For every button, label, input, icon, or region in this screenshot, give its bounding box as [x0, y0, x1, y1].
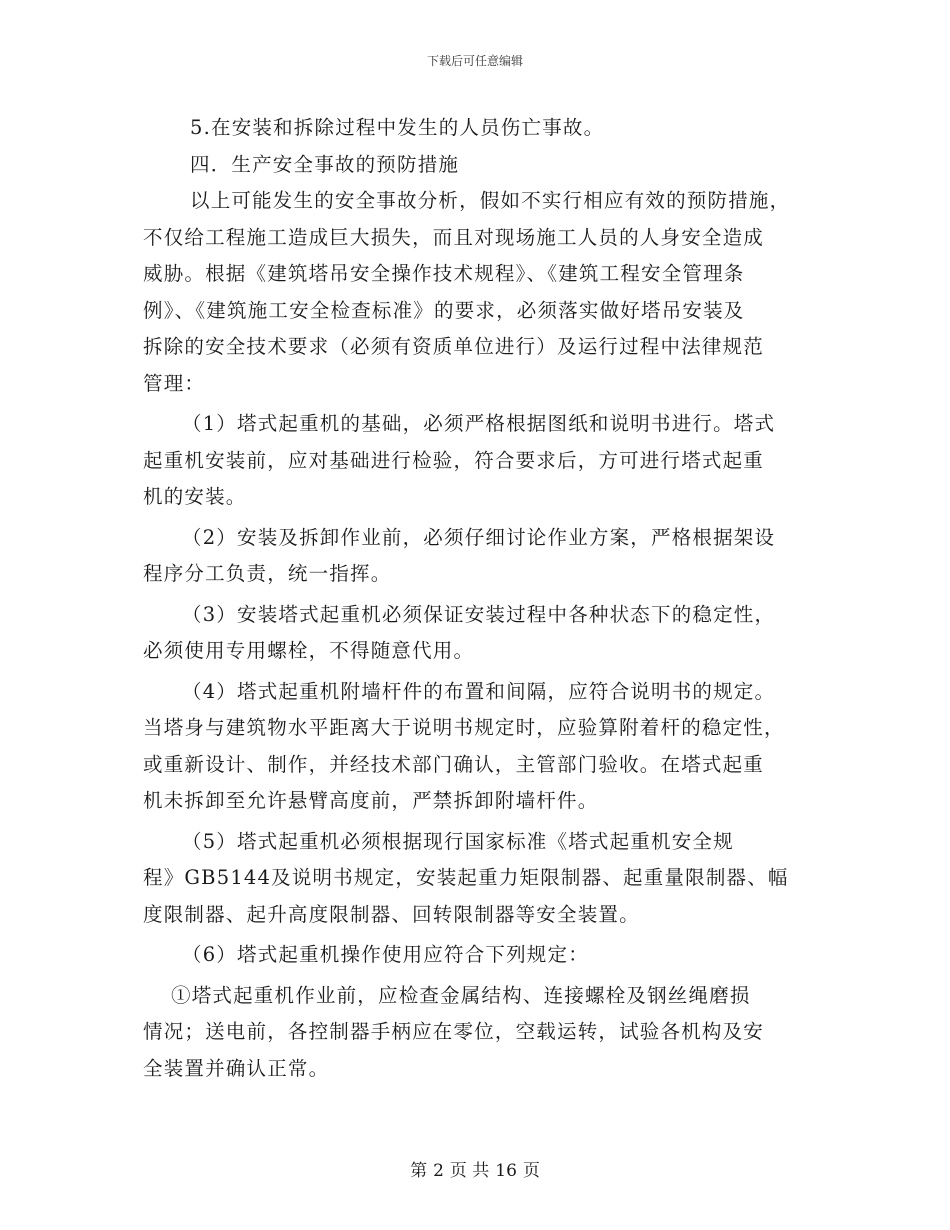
text-line: 四．生产安全事故的预防措施 — [190, 152, 460, 176]
text-line: 不仅给工程施工造成巨大损失，而且对现场施工人员的人身安全造成 — [143, 225, 765, 249]
page-header: 下载后可任意编辑 — [426, 54, 523, 68]
paragraph — [143, 406, 809, 516]
text-line: 起重机安装前，应对基础进行检验，符合要求后，方可进行塔式起重 — [143, 448, 765, 472]
paragraph — [143, 520, 809, 593]
text-line: 管理： — [143, 371, 206, 395]
paragraph — [143, 674, 809, 820]
page-footer — [0, 1156, 950, 1181]
text-line: （5）塔式起重机必须根据现行国家标准《塔式起重机安全规 — [182, 829, 734, 853]
text-line: （3）安装塔式起重机必须保证安装过程中各种状态下的稳定性， — [182, 602, 776, 626]
text-line: （2）安装及拆卸作业前，必须仔细讨论作业方案，严格根据架设 — [182, 525, 776, 549]
footer-suffix: 页 — [522, 1161, 540, 1181]
text-line: 机未拆卸至允许悬臂高度前，严禁拆卸附墙杆件。 — [143, 789, 599, 812]
text-line: （1）塔式起重机的基础，必须严格根据图纸和说明书进行。塔式 — [182, 412, 776, 435]
text-line: 程》GB5144及说明书规定，安装起重力矩限制器、起重量限制器、幅 — [143, 866, 789, 889]
text-line: 当塔身与建筑物水平距离大于说明书规定时，应验算附着杆的稳定性， — [143, 716, 785, 739]
text-line: 例》、《建筑施工安全检查标准》的要求，必须落实做好塔吊安装及 — [143, 298, 745, 322]
text-line: 必须使用专用螺栓，不得随意代用。 — [143, 639, 475, 662]
footer-middle: 页 共 — [449, 1161, 490, 1181]
text-line: ①塔式起重机作业前，应检查金属结构、连接螺栓及钢丝绳磨损 — [171, 983, 751, 1007]
text-line: （4）塔式起重机附墙杆件的布置和间隔，应符合说明书的规定。 — [182, 679, 776, 703]
paragraph — [143, 824, 809, 934]
text-line: 全装置并确认正常。 — [143, 1056, 330, 1080]
footer-prefix: 第 — [410, 1161, 428, 1181]
text-line: 以上可能发生的安全事故分析，假如不实行相应有效的预防措施， — [190, 189, 791, 212]
text-line: 威胁。根据《建筑塔吊安全操作技术规程》、《建筑工程安全管理条 — [143, 262, 745, 285]
text-line: 情况；送电前，各控制器手柄应在零位，空载运转，试验各机构及安 — [143, 1020, 765, 1043]
footer-total-pages: 16 — [495, 1161, 517, 1181]
document-body — [143, 110, 809, 1087]
paragraph — [143, 147, 809, 184]
text-line: （6）塔式起重机操作使用应符合下列规定： — [182, 943, 589, 966]
text-line: 度限制器、起升高度限制器、回转限制器等安全装置。 — [143, 902, 640, 926]
text-line: 或重新设计、制作，并经技术部门确认，主管部门验收。在塔式起重 — [143, 752, 765, 776]
paragraph — [143, 597, 809, 670]
text-line: 拆除的安全技术要求（必须有资质单位进行）及运行过程中法律规范 — [143, 335, 765, 358]
text-line: 机的安装。 — [143, 485, 247, 508]
paragraph — [143, 937, 809, 974]
paragraph — [143, 978, 809, 1088]
paragraph — [143, 110, 809, 147]
text-line: 5.在安装和拆除过程中发生的人员伤亡事故。 — [190, 116, 605, 139]
text-line: 程序分工负责，统一指挥。 — [143, 562, 392, 585]
footer-page-number: 2 — [433, 1161, 444, 1181]
paragraph — [143, 183, 809, 402]
